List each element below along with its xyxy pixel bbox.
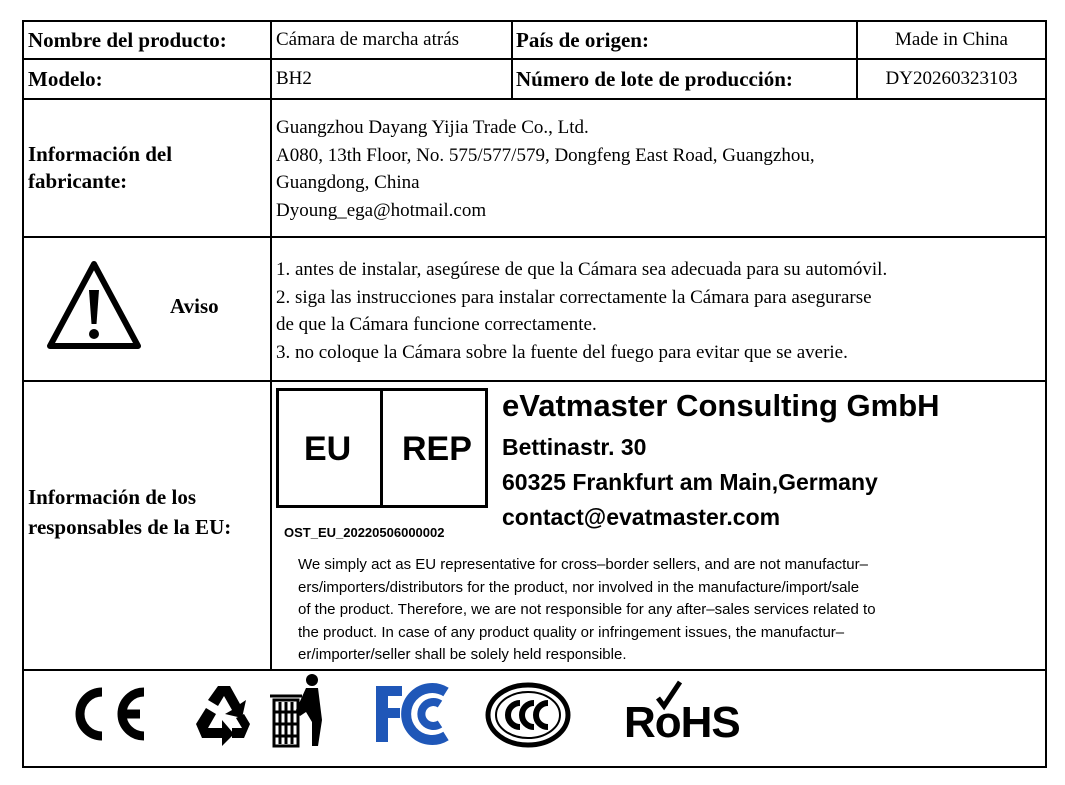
eu-rep-code: OST_EU_20220506000002 [284, 525, 445, 540]
disclaimer-line: of the product. Therefore, we are not responsible for any after–sales services related to [298, 601, 876, 618]
ccc-logo-icon [484, 682, 572, 748]
eu-rep-city: 60325 Frankfurt am Main,Germany [502, 469, 878, 495]
product-name-value: Cámara de marcha atrás [276, 29, 460, 50]
lot-number-label: Número de lote de producción: [516, 66, 793, 91]
manufacturer-address: A080, 13th Floor, No. 575/577/579, Dongfeng East Road, Guangzhou, [276, 144, 815, 166]
rohs-logo-icon [622, 678, 748, 752]
eu-rep-divider [380, 388, 383, 508]
warning-line: 2. siga las instrucciones para instalar correctamente la Cámara para asegurarse [276, 286, 872, 308]
disclaimer-line: We simply act as EU representative for cross–border sellers, and are not manufactur– [298, 556, 868, 573]
manufacturer-info [276, 114, 815, 224]
warning-text [276, 256, 887, 366]
manufacturer-email: Dyoung_ega@hotmail.com [276, 199, 487, 221]
manufacturer-company: Guangzhou Dayang Yijia Trade Co., Ltd. [276, 117, 589, 138]
grid-line [22, 20, 24, 768]
model-label: Modelo: [28, 66, 103, 91]
fcc-logo-icon [372, 682, 452, 746]
eu-rep-street: Bettinastr. 30 [502, 434, 647, 460]
eu-responsible-label [28, 482, 258, 542]
grid-line [270, 20, 272, 670]
disclaimer-line: er/importer/seller shall be solely held responsible. [298, 646, 627, 663]
warning-label: Aviso [170, 293, 219, 318]
manufacturer-region: Guangdong, China [276, 172, 420, 193]
ccc-logo-text [484, 682, 485, 683]
grid-line [511, 20, 513, 100]
rohs-logo-text: RoHS [624, 698, 740, 747]
eu-rep-email: contact@evatmaster.com [502, 504, 781, 530]
warning-triangle-icon [46, 258, 142, 354]
grid-line [22, 669, 1047, 671]
disclaimer-line: the product. In case of any product quality or infringement issues, the manufactur– [298, 623, 845, 641]
grid-line [22, 380, 1047, 382]
manufacturer-label-text: Información del fabricante: [28, 142, 173, 193]
model-value: BH2 [276, 68, 312, 89]
ce-mark-icon [68, 684, 150, 744]
grid-line [22, 236, 1047, 238]
eu-responsible-label-text: Información de los responsables de la EU: [28, 485, 232, 539]
warning-line: 3. no coloque la Cámara sobre la fuente del fuego para evitar que se averie. [276, 341, 848, 363]
origin-value: Made in China [895, 29, 1008, 50]
warning-line: de que la Cámara funcione correctamente. [276, 314, 597, 335]
warning-line: 1. antes de instalar, asegúrese de que la Cámara sea adecuada para su automóvil. [276, 259, 888, 280]
eu-rep-company: eVatmaster Consulting GmbH [502, 388, 940, 423]
lot-number-value: DY20260323103 [885, 68, 1018, 89]
grid-line [1045, 20, 1047, 768]
origin-label: País de origen: [516, 27, 649, 52]
manufacturer-label [28, 100, 270, 236]
product-label-sheet [22, 20, 1047, 768]
weee-bin-icon [266, 672, 326, 754]
eu-rep-left: EU [304, 430, 352, 468]
grid-line [22, 766, 1047, 768]
eu-rep-right: REP [402, 430, 472, 468]
eu-rep-disclaimer [298, 554, 876, 667]
product-name-label: Nombre del producto: [28, 27, 227, 52]
recycle-icon [188, 680, 260, 752]
disclaimer-line: ers/importers/distributors for the product, nor involved in the manufacture/import/sale [298, 578, 860, 596]
fcc-logo-text [372, 682, 373, 683]
